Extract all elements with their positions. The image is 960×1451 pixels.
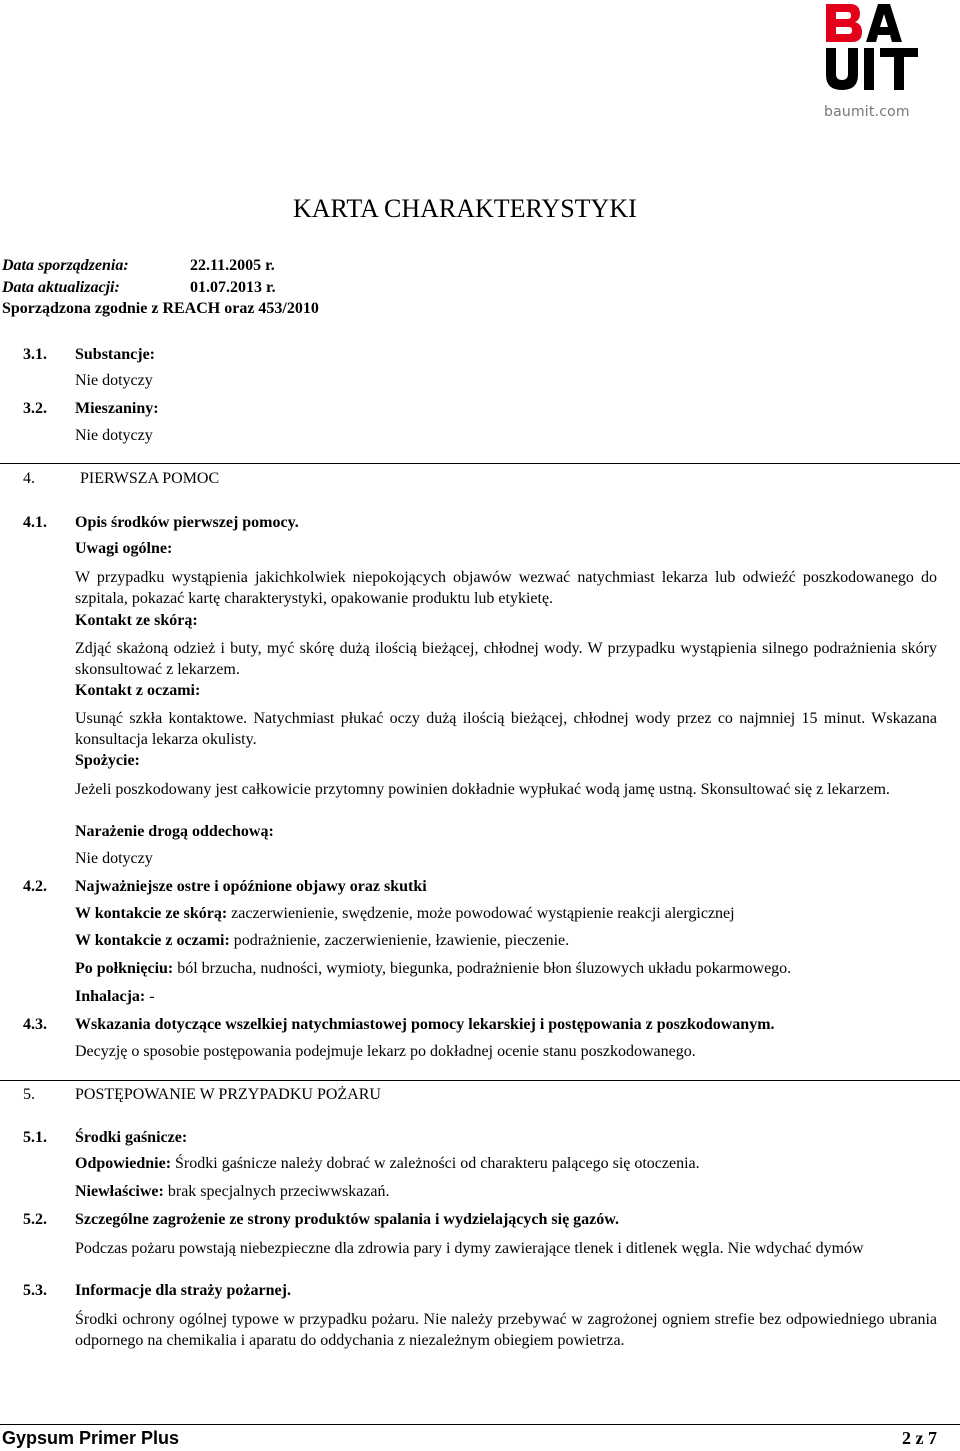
text-4-3: Decyzję o sposobie postępowania podejmuje lekarz po dokładnej ocenie stanu poszkodowanego. <box>75 1043 696 1060</box>
inhalation-symptoms-label: Inhalacja: <box>75 988 146 1005</box>
baumit-logo <box>824 0 920 92</box>
num-4-1: 4.1. <box>23 514 47 531</box>
skin-symptoms <box>75 905 735 923</box>
heading-4-3: Wskazania dotyczące wszelkiej natychmiastowej pomocy lekarskiej i postępowania z poszkodowanym. <box>75 1016 775 1033</box>
substances-value: Nie dotyczy <box>75 372 153 389</box>
created-label: Data sporządzenia: <box>2 257 129 274</box>
mixtures-value: Nie dotyczy <box>75 427 153 444</box>
unsuitable-text: brak specjalnych przeciwwskazań. <box>167 1183 390 1200</box>
footer-product: Gypsum Primer Plus <box>2 1428 180 1448</box>
num-3-2: 3.2. <box>23 400 47 417</box>
num-4: 4. <box>23 470 35 487</box>
num-3-1: 3.1. <box>23 346 47 363</box>
swallow-symptoms-label: Po połknięciu: <box>75 960 174 977</box>
section-5-rule <box>0 1080 960 1081</box>
num-5-3: 5.3. <box>23 1282 47 1299</box>
heading-5-1: Środki gaśnicze: <box>75 1129 188 1146</box>
num-5-1: 5.1. <box>23 1129 47 1146</box>
heading-5-2: Szczególne zagrożenie ze strony produktów spalania i wydzielających się gazów. <box>75 1211 619 1228</box>
eyes-symptoms <box>75 932 569 950</box>
document-title: KARTA CHARAKTERYSTYKI <box>293 194 637 223</box>
footer-rule <box>0 1424 960 1425</box>
updated-value: 01.07.2013 r. <box>190 279 276 296</box>
inhalation-label: Narażenie drogą oddechową: <box>75 823 274 840</box>
inhalation-text: Nie dotyczy <box>75 850 153 867</box>
num-5-2: 5.2. <box>23 1211 47 1228</box>
skin-symptoms-text: zaczerwienienie, swędzenie, może powodować wystąpienie reakcji alergicznej <box>231 905 735 922</box>
swallow-symptoms <box>75 960 791 978</box>
eyes-symptoms-label: W kontakcie z oczami: <box>75 932 230 949</box>
created-value: 22.11.2005 r. <box>190 257 275 274</box>
num-4-3: 4.3. <box>23 1016 47 1033</box>
footer-page: 2 z 7 <box>902 1428 937 1448</box>
skin-label: Kontakt ze skórą: <box>75 612 198 629</box>
substances-heading: Substancje: <box>75 346 156 363</box>
ingestion-text: Jeżeli poszkodowany jest całkowicie przytomny powinien dokładnie wypłukać wodą jamę ustną. Skonsultować się z lekarzem. <box>75 781 890 798</box>
skin-symptoms-label: W kontakcie ze skórą: <box>75 905 228 922</box>
section-4-rule <box>0 463 960 464</box>
updated-label: Data aktualizacji: <box>2 279 120 296</box>
suitable-media <box>75 1155 700 1173</box>
logo-url: baumit.com <box>824 104 910 120</box>
general-label: Uwagi ogólne: <box>75 540 173 557</box>
num-5: 5. <box>23 1086 35 1103</box>
suitable-label: Odpowiednie: <box>75 1155 172 1172</box>
eyes-label: Kontakt z oczami: <box>75 682 201 699</box>
inhalation-symptoms <box>75 988 155 1006</box>
unsuitable-label: Niewłaściwe: <box>75 1183 164 1200</box>
heading-5-3: Informacje dla straży pożarnej. <box>75 1282 291 1299</box>
skin-text: Zdjąć skażoną odzież i buty, myć skórę dużą ilością bieżącej, chłodnej wody. W przypadku wystąpienia silnego podrażnienia skóry skonsultować z lekarzem. <box>75 640 937 678</box>
ingestion-label: Spożycie: <box>75 752 140 769</box>
mixtures-heading: Mieszaniny: <box>75 400 159 417</box>
heading-4-2: Najważniejsze ostre i opóźnione objawy oraz skutki <box>75 878 427 895</box>
eyes-symptoms-text: podrażnienie, zaczerwienienie, łzawienie, pieczenie. <box>233 932 570 949</box>
swallow-symptoms-text: ból brzucha, nudności, wymioty, biegunka, podrażnienie błon śluzowych układu pokarmowego. <box>177 960 792 977</box>
text-5-2: Podczas pożaru powstają niebezpieczne dla zdrowia pary i dymy zawierające tlenek i ditlenek węgla. Nie wdychać dymów <box>75 1240 864 1257</box>
compliance-note: Sporządzona zgodnie z REACH oraz 453/2010 <box>2 300 319 317</box>
general-text: W przypadku wystąpienia jakichkolwiek niepokojących objawów wezwać natychmiast lekarza lub odwieźć poszkodowanego do szpitala, pokazać kartę charakterystyki, opakowanie produktu lub etykietę. <box>75 569 937 607</box>
inhalation-symptoms-text: - <box>149 988 155 1005</box>
heading-4-1: Opis środków pierwszej pomocy. <box>75 514 299 531</box>
num-4-2: 4.2. <box>23 878 47 895</box>
unsuitable-media <box>75 1183 390 1201</box>
suitable-text: Środki gaśnicze należy dobrać w zależności od charakteru palącego się otoczenia. <box>175 1155 700 1172</box>
text-5-3: Środki ochrony ogólnej typowe w przypadku pożaru. Nie należy przebywać w zagrożonej ogniem strefie bez odpowiedniego ubrania odpornego na chemikalia i aparatu do oddychania z niezależnym obiegiem powietrza. <box>75 1311 937 1349</box>
section-4-title: PIERWSZA POMOC <box>80 470 220 487</box>
eyes-text: Usunąć szkła kontaktowe. Natychmiast płukać oczy dużą ilością bieżącej, chłodnej wody przez co najmniej 15 minut. Wskazana konsultacja lekarza okulisty. <box>75 710 937 748</box>
section-5-title: POSTĘPOWANIE W PRZYPADKU POŻARU <box>75 1086 381 1103</box>
